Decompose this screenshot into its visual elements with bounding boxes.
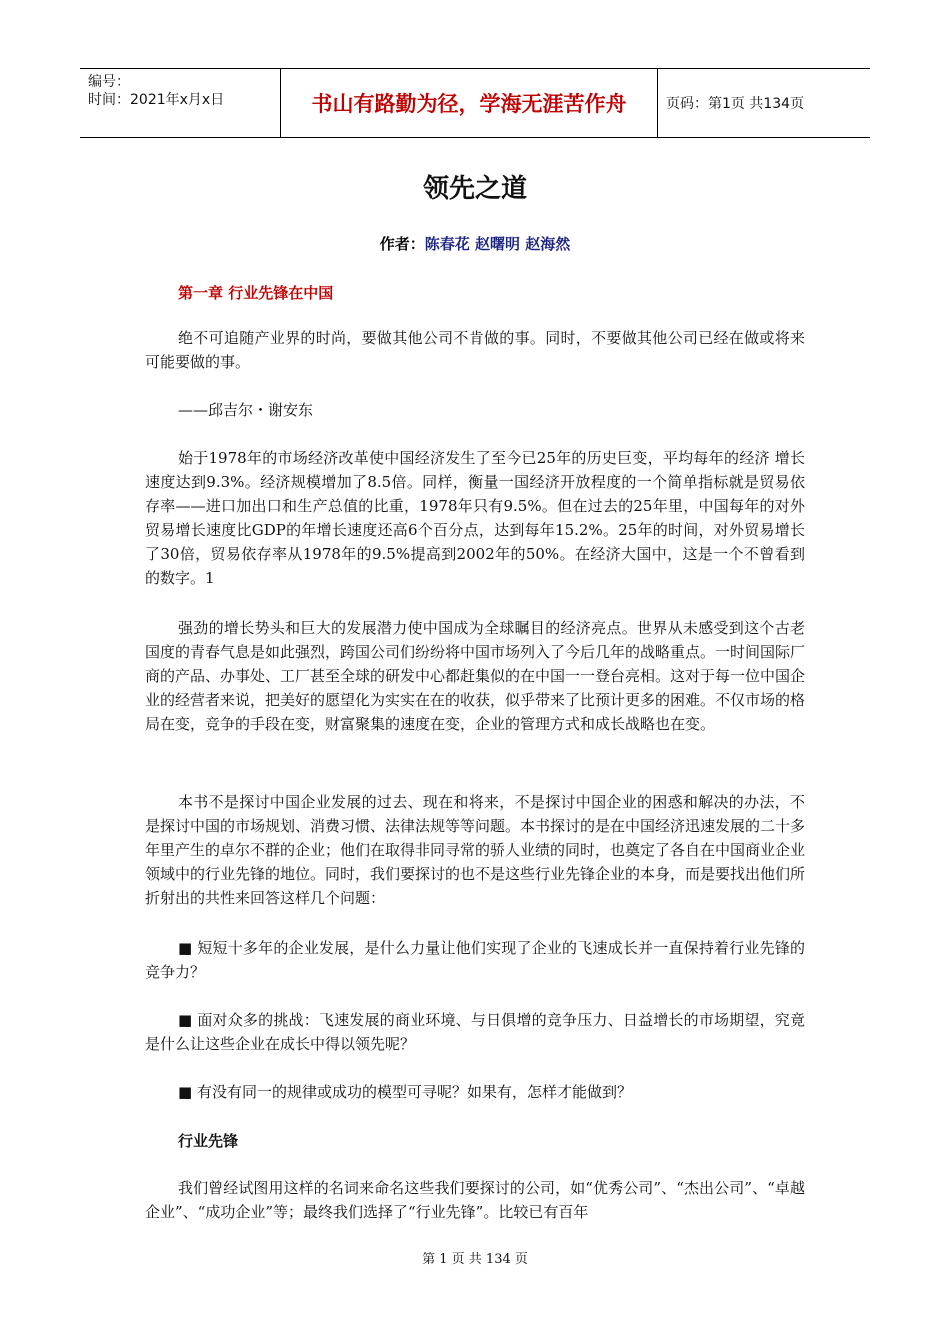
document-title: 领先之道	[422, 174, 527, 204]
header-motto: 书山有路勤为径，学海无涯苦作舟	[311, 92, 627, 116]
page-header	[80, 68, 870, 138]
header-divider	[657, 69, 658, 137]
serial-label: 编号：	[88, 74, 130, 90]
header-meta-cell	[80, 69, 280, 137]
authors-line	[0, 233, 950, 254]
body-paragraph: 始于1978年的市场经济改革使中国经济发生了至今已25年的历史巨变，平均每年的经济 增长速度达到9.3%。经济规模增加了8.5倍。同样，衡量一国经济开放程度的一个简单指标就是贸易依存率——进口加出口和生产总值的比重，1978年只有9.5%。但在过去的25年里，中国每年的对外贸易增长速度比GDP的年增长速度还高6个百分点，达到每年15.2%。25年的时间，对外贸易增长了30倍，贸易依存率从1978年的9.5%提高到2002年的50%。在经济大国中，这是一个不曾看到的数字。1	[145, 449, 805, 587]
bullet-item: ■ 面对众多的挑战：飞速发展的商业环境、与日俱增的竞争压力、日益增长的市场期望，究竟是什么让这些企业在成长中得以领先呢？	[145, 1011, 805, 1053]
section-subheading: 行业先锋	[178, 1132, 239, 1150]
time-label: 时间：2021年x月x日	[88, 92, 225, 108]
page-footer: 第 1 页 共 134 页	[422, 1252, 528, 1267]
body-paragraph: 我们曾经试图用这样的名词来命名这些我们要探讨的公司，如“优秀公司”、“杰出公司”、“卓越企业”、“成功企业”等；最终我们选择了“行业先锋”。比较已有百年	[145, 1179, 805, 1221]
authors-label: 作者：	[379, 235, 425, 253]
bullet-item: ■ 有没有同一的规律或成功的模型可寻呢？如果有，怎样才能做到？	[178, 1083, 632, 1101]
bullet-item: ■ 短短十多年的企业发展，是什么力量让他们实现了企业的飞速成长并一直保持着行业先锋的竞争力？	[145, 939, 805, 981]
chapter-heading: 第一章 行业先锋在中国	[178, 284, 334, 302]
epigraph-quote: 绝不可追随产业界的时尚，要做其他公司不肯做的事。同时，不要做其他公司已经在做或将来可能要做的事。	[145, 329, 805, 371]
body-paragraph: 强劲的增长势头和巨大的发展潜力使中国成为全球瞩目的经济亮点。世界从未感受到这个古老国度的青春气息是如此强烈，跨国公司们纷纷将中国市场列入了今后几年的战略重点。一时间国际厂商的产品、办事处、工厂甚至全球的研发中心都赶集似的在中国一一登台亮相。这对于每一位中国企业的经营者来说，把美好的愿望化为实实在在的收获，似乎带来了比预计更多的困难。不仅市场的格局在变，竞争的手段在变，财富聚集的速度在变，企业的管理方式和成长战略也在变。	[145, 619, 806, 733]
body-paragraph: 本书不是探讨中国企业发展的过去、现在和将来，不是探讨中国企业的困惑和解决的办法，不是探讨中国的市场规划、消费习惯、法律法规等等问题。本书探讨的是在中国经济迅速发展的二十多年里产生的卓尔不群的企业；他们在取得非同寻常的骄人业绩的同时，也奠定了各自在中国商业企业领域中的行业先锋的地位。同时，我们要探讨的也不是这些行业先锋企业的本身，而是要找出他们所折射出的共性来回答这样几个问题：	[145, 793, 806, 907]
header-page-info: 页码：第1页 共134页	[666, 96, 805, 112]
epigraph-author: ——邱吉尔・谢安东	[178, 401, 314, 419]
authors-names: 陈春花 赵曙明 赵海然	[424, 235, 571, 253]
